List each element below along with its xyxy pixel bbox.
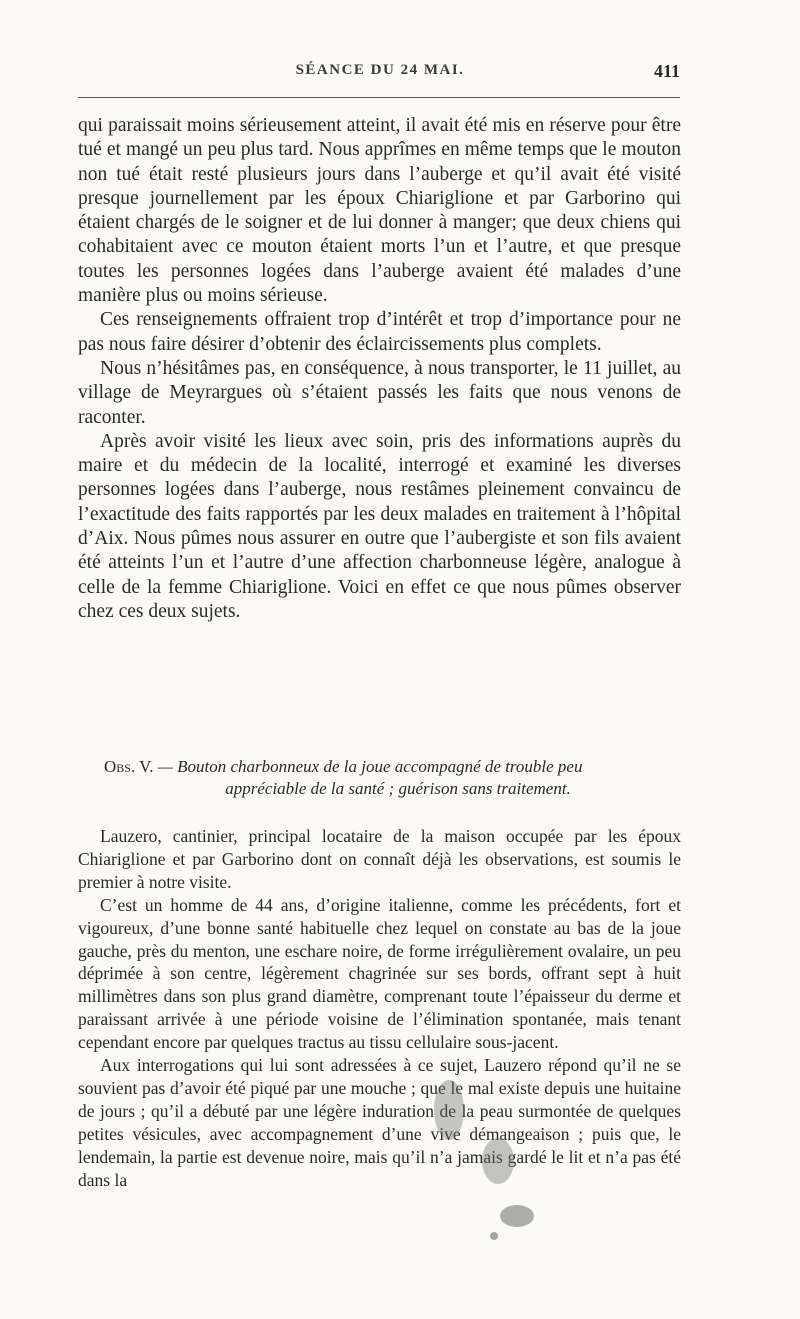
observation-title-part1: — Bouton charbonneux de la joue accompagné de trouble peu: [157, 757, 583, 776]
ink-stain: [490, 1232, 498, 1240]
paragraph: Ces renseignements offraient trop d’intérêt et trop d’importance pour ne pas nous faire désirer d’obtenir des éclaircissements plus complets.: [78, 309, 681, 355]
observation-heading: [104, 756, 682, 800]
case-paragraph: Aux interrogations qui lui sont adressées à ce sujet, Lauzero répond qu’il ne se souvient pas d’avoir été piqué par une mouche ; que le mal existe depuis une huitaine de jours ; qu’il a débuté par une légère induration de la peau surmontée de quelques petites vésicules, avec accompagnement d’une vive démangeaison ; puis que, le lendemain, la partie est devenue noire, mais qu’il n’a jamais gardé le lit et n’a pas été dans la: [78, 1055, 681, 1190]
main-text: [78, 114, 681, 624]
case-paragraph: Lauzero, cantinier, principal locataire de la maison occupée par les époux Chiariglione et par Garborino dont on connaît déjà les observations, est soumis le premier à notre visite.: [78, 826, 681, 892]
case-text: [78, 825, 681, 1192]
ink-stain: [482, 1138, 514, 1184]
header-rule: [78, 97, 680, 98]
ink-stain: [434, 1080, 464, 1140]
case-paragraph: C’est un homme de 44 ans, d’origine italienne, comme les précédents, fort et vigoureux, d’une bonne santé habituelle chez lequel on constate au bas de la joue gauche, près du menton, une eschare noire, de forme irrégulièrement ovalaire, un peu déprimée à son centre, légèrement chagrinée sur ses bords, offrant sept à huit millimètres dans son plus grand diamètre, comprenant toute l’épaisseur du derme et paraissant arrivée à une période voisine de l’élimination spontanée, mais tenant cependant encore par quelques tractus au tissu cellulaire sous-jacent.: [78, 894, 681, 1053]
page-number: 411: [653, 61, 680, 81]
observation-title-part2: appréciable de la santé ; guérison sans traitement.: [225, 779, 571, 798]
paragraph: Nous n’hésitâmes pas, en conséquence, à nous transporter, le 11 juillet, au village de Meyrargues où s’étaient passés les faits que nous venons de raconter.: [78, 357, 681, 428]
observation-label: Obs. V.: [104, 757, 154, 776]
paragraph: Après avoir visité les lieux avec soin, pris des informations auprès du maire et du médecin de la localité, interrogé et examiné les diverses personnes logées dans l’auberge, nous restâmes pleinement convaincu de l’exactitude des faits rapportés par les deux malades en traitement à l’hôpital d’Aix. Nous pûmes nous assurer en outre que l’aubergiste et son fils avaient été atteints l’un et l’autre d’une affection charbonneuse légère, analogue à celle de la femme Chiariglione. Voici en effet ce que nous pûmes observer chez ces deux sujets.: [78, 430, 681, 622]
observation-heading-line1: [104, 756, 682, 778]
paragraph-continued: qui paraissait moins sérieusement atteint, il avait été mis en réserve pour être tué et mangé un peu plus tard. Nous apprîmes en même temps que le mouton non tué était resté plusieurs jours dans l’auberge et qu’il avait été visité presque journellement par les époux Chiariglione et par Garborino qui étaient chargés de le soigner et de lui donner à manger; que deux chiens qui cohabitaient avec ce mouton étaient morts l’un et l’autre, et que presque toutes les personnes logées dans l’auberge avaient été malades d’une manière plus ou moins sérieuse.: [78, 115, 681, 307]
ink-stain: [500, 1205, 534, 1227]
running-head: [78, 62, 682, 86]
running-head-title: SÉANCE DU 24 MAI.: [295, 62, 465, 78]
